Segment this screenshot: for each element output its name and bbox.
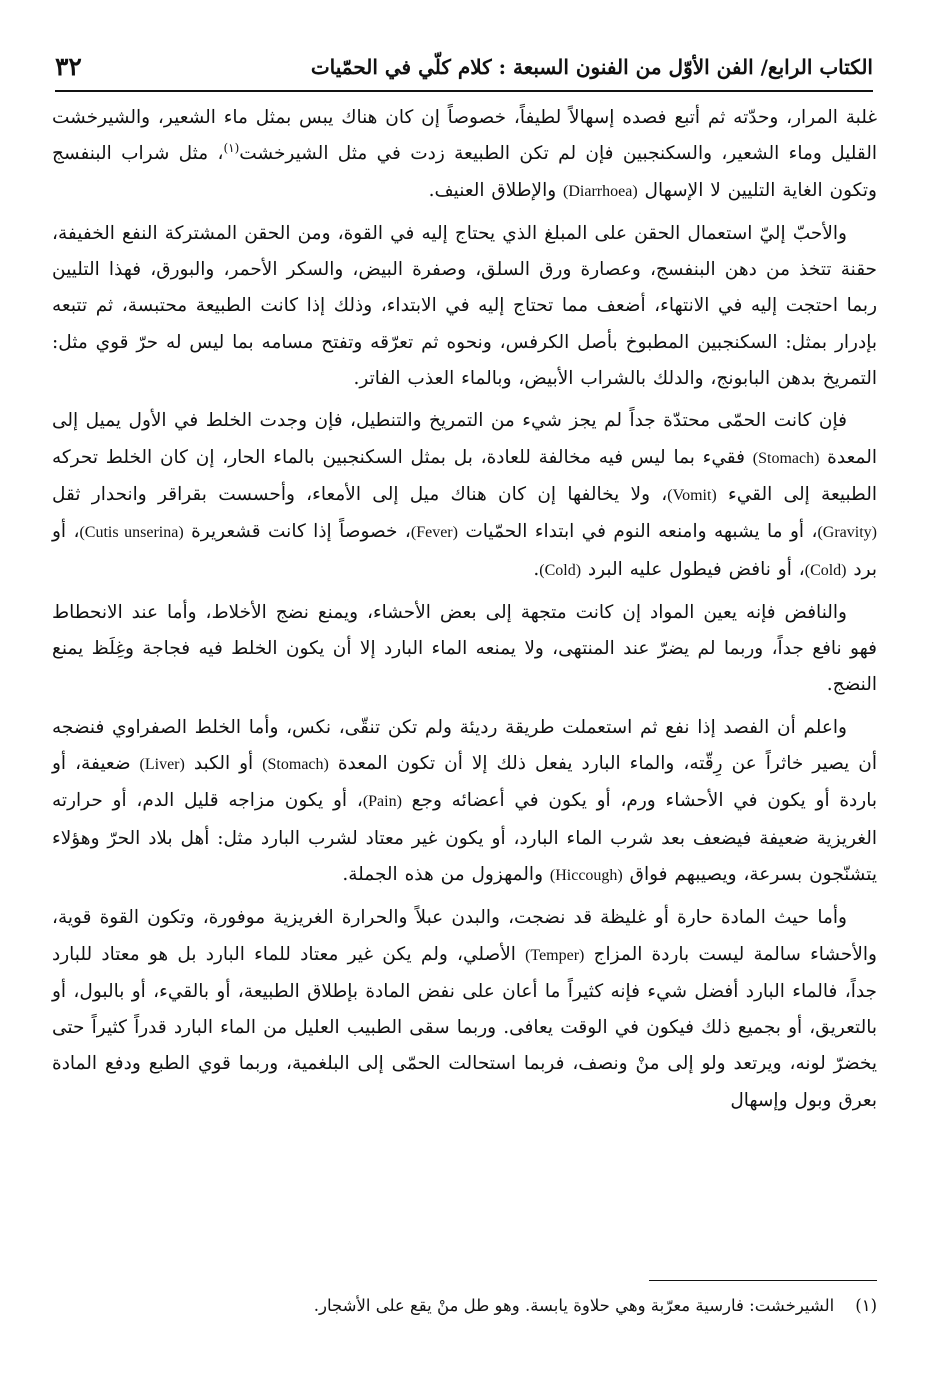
latin-term: (Gravity)	[817, 524, 877, 542]
latin-term: (Cold)	[804, 561, 847, 579]
text-run: فقيء بما ليس فيه مخالفة للعادة، بل بمثل السكنجبين بالماء الحار، إن كان الخلط تحركه الطبيعة إلى القيء	[52, 446, 877, 505]
text-run: وأما حيث المادة حارة أو غليظة قد نضجت، والبدن عبلاً والحرارة الغريزية موفورة، وتكون القوة قوية، والأحشاء سالمة ليست باردة المزاج	[52, 907, 877, 965]
latin-term: (Stomach)	[262, 756, 329, 774]
page-header	[55, 38, 873, 84]
text-run: والأحبّ إليّ استعمال الحقن على المبلغ الذي يحتاج إليه في القوة، ومن الحقن المشتركة النفع الخفيفة، حقنة تتخذ من دهن البنفسج، وعصارة ورق السلق، وصفرة البيض، والسكر الأحمر، والبورق، فهذا التليين ربما احتجت إليه في الانتهاء، أضعف مما تحتاج إليه في الابتداء، وذلك إذا كانت الطبيعة محتبسة، ثم تتبعه بإدرار بمثل: السكنجبين المطبوخ بأصل الكرفس، ونحوه ثم تعرّقه وتفتح مسامه بما ليس له حرّ قوي مثل: التمريخ بدهن البابونج، والدلك بالشراب الأبيض، وبالماء العذب الفاتر.	[52, 222, 877, 390]
text-run: ، أو نافض فيطول عليه البرد	[581, 558, 805, 580]
text-run: ، ولا يخالفها إن كان هناك ميل إلى الأمعاء، وأحسست بقراقر وانحدار ثقل	[52, 483, 668, 505]
latin-term: (Vomit)	[667, 486, 717, 504]
text-run: غلبة المرار، وحدّته ثم أتبع فصده إسهالاً لطيفاً، خصوصاً إن كان هناك يبس بمثل ماء الشعير، والشيرخشت القليل وماء الشعير، والسكنجبين فإن لم تكن الطبيعة زدت في مثل الشيرخشت	[52, 107, 877, 165]
latin-term: (Liver)	[139, 756, 185, 774]
text-run: ، أو يكون مزاجه قليل الدم، أو حرارته الغريزية ضعيفة فيضعف بعد شرب الماء البارد، أو يكون غير معتاد لشرب البارد مثل: أهل بلاد الحرّ وهؤلاء يتشنّجون بسرعة، ويصيبهم فواق	[52, 790, 877, 885]
text-run: الأصلي، ولم يكن غير معتاد للماء البارد بل هو معتاد للبارد جداً، فالماء البارد أفضل شيء فإنه كثيراً ما أعان على نفض المادة بإطلاق الطبيعة، أو بالقيء، أو بالبول، أو بالتعريق، أو بجميع ذلك فيكون في الوقت يعافى. وربما سقى الطبيب العليل من الماء البارد قدراً كثيراً حتى يخضرّ لونه، ويرتعد ولو إلى منْ ونصف، فربما استحالت الحمّى إلى البلغمية، وربما قوي الطبع ودفع المادة بعرق وبول وإسهال	[52, 943, 877, 1111]
latin-term: (Stomach)	[752, 449, 820, 467]
paragraph	[52, 595, 877, 704]
latin-term: (Diarrhoea)	[563, 182, 638, 200]
text-run: ، خصوصاً إذا كانت قشعريرة	[183, 521, 411, 543]
latin-term: (Hiccough)	[549, 866, 623, 884]
paragraph	[52, 216, 877, 397]
text-run: ضعيفة، أو باردة أو يكون في الأحشاء ورم، أو يكون في أعضائه وجع	[52, 753, 877, 812]
page-number: ٣٢	[55, 52, 82, 81]
paragraph	[52, 100, 877, 210]
header-rule	[55, 90, 873, 92]
text-run: .	[533, 558, 540, 580]
text-run: والنافض فإنه يعين المواد إن كانت متجهة إلى بعض الأحشاء، ويمنع نضج الأخلاط، وأما عند الانحطاط فهو نافع جداً، وربما لم يضرّ عند المنتهى، ولا يمنعه الماء البارد إلا أن يكون الخلط فيه فجاجة وغِلَظ يمنع النضج.	[52, 601, 877, 696]
footnote-reference: (١)	[223, 141, 240, 156]
latin-term: (Temper)	[525, 946, 585, 964]
text-run: واعلم أن الفصد إذا نفع ثم استعملت طريقة رديئة ولم تكن تنقّى، نكس، وأما الخلط الصفراوي فنضجه أن يصير خاثراً عن رِقّته، والماء البارد يفعل ذلك إلا أن تكون المعدة	[52, 716, 877, 775]
paragraph	[52, 710, 877, 894]
footnote-marker: (١)	[855, 1296, 877, 1315]
text-run: فإن كانت الحمّى محتدّة جداً لم يجز شيء من التمريخ والتنطيل، فإن وجدت الخلط في الأول يميل إلى المعدة	[52, 410, 877, 468]
text-run: والمهزول من هذه الجملة.	[342, 863, 550, 885]
footnote-rule	[649, 1280, 877, 1281]
text-run: ، مثل شراب البنفسج وتكون الغاية التليين لا الإسهال	[52, 143, 877, 201]
text-run: والإطلاق العنيف.	[428, 179, 564, 201]
footnote-text: الشيرخشت: فارسية معرّبة وهي حلاوة يابسة. وهو طل منْ يقع على الأشجار.	[313, 1296, 835, 1315]
latin-term: (Cutis unserina)	[79, 524, 184, 542]
running-title: الكتاب الرابع/ الفن الأوّل من الفنون السبعة : كلام كلّي في الحمّيات	[310, 55, 873, 79]
body-text	[52, 100, 877, 1125]
text-run: ، أو ما يشبهه وامنعه النوم في ابتداء الحمّيات	[457, 521, 818, 543]
latin-term: (Fever)	[410, 524, 458, 542]
footnote	[117, 1292, 877, 1320]
text-run: أو الكبد	[184, 753, 263, 775]
paragraph	[52, 403, 877, 588]
paragraph	[52, 900, 877, 1119]
latin-term: (Pain)	[362, 793, 402, 811]
footnote-spacer	[840, 1296, 851, 1315]
latin-term: (Cold)	[539, 561, 582, 579]
text-run: ، أو برد	[52, 521, 877, 580]
